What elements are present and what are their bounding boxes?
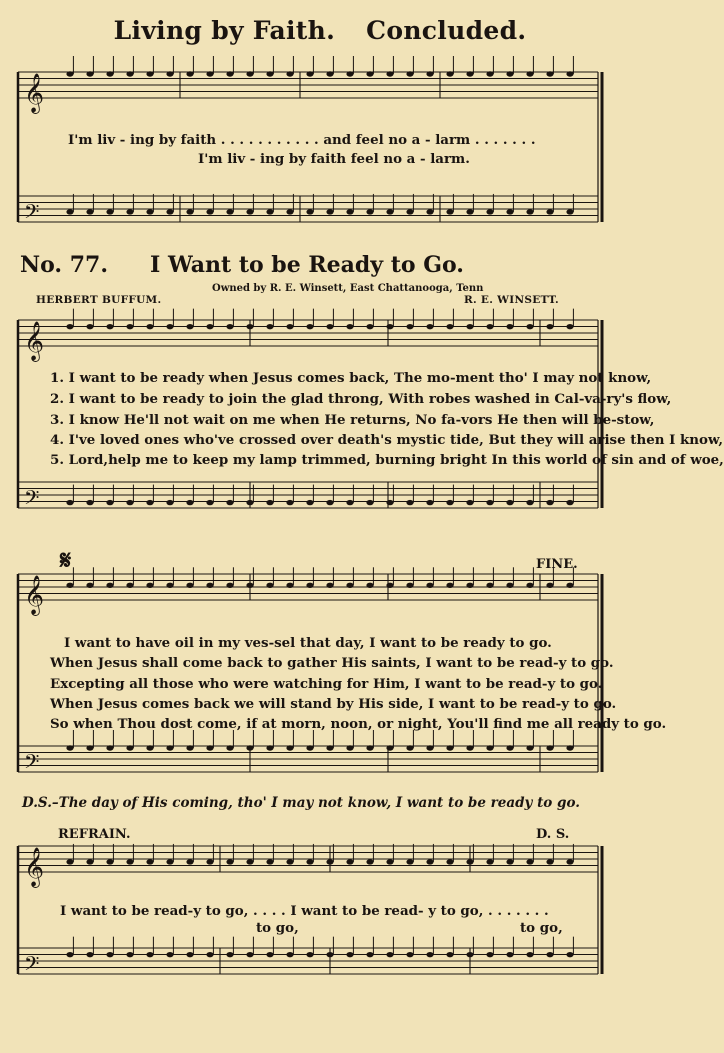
fine-mark: FINE. xyxy=(536,557,578,572)
note-head xyxy=(366,500,373,505)
note-head xyxy=(66,859,73,864)
note-head xyxy=(306,500,313,505)
note-head xyxy=(106,71,113,76)
note-head xyxy=(166,324,173,329)
note-head xyxy=(106,952,113,957)
note-head xyxy=(506,324,513,329)
note-head xyxy=(526,324,533,329)
note-head xyxy=(306,583,313,588)
note-head xyxy=(266,952,273,957)
note-head xyxy=(346,583,353,588)
note-head xyxy=(546,500,553,505)
note-head xyxy=(566,209,573,214)
header-title: Living by Faith. xyxy=(113,16,336,45)
note-head xyxy=(406,952,413,957)
note-head xyxy=(546,859,553,864)
note-head xyxy=(406,859,413,864)
note-head xyxy=(66,500,73,505)
note-head xyxy=(386,952,393,957)
bass-clef-icon: 𝄢 xyxy=(24,952,40,980)
note-head xyxy=(266,859,273,864)
note-head xyxy=(226,209,233,214)
treble-clef-icon: 𝄞 xyxy=(24,847,45,887)
verse-ending-4: When Jesus comes back we will stand by His side, I want to be read-y to go. xyxy=(50,696,617,712)
note-head xyxy=(66,952,73,957)
verse-4: 4. I've loved ones who've crossed over death's mystic tide, But they will arise then I know, xyxy=(50,432,724,448)
ds-instruction: D.S.–The day of His coming, tho' I may not know, I want to be ready to go. xyxy=(22,795,580,811)
note-head xyxy=(66,324,73,329)
note-head xyxy=(526,745,533,750)
note-head xyxy=(406,745,413,750)
note-head xyxy=(426,952,433,957)
note-head xyxy=(206,500,213,505)
note-head xyxy=(286,500,293,505)
note-head xyxy=(326,859,333,864)
owner-credit: Owned by R. E. Winsett, East Chattanooga, Tenn xyxy=(212,283,484,294)
note-head xyxy=(186,745,193,750)
note-head xyxy=(366,71,373,76)
note-head xyxy=(286,583,293,588)
note-head xyxy=(326,209,333,214)
note-head xyxy=(466,71,473,76)
note-head xyxy=(266,745,273,750)
note-head xyxy=(506,500,513,505)
note-head xyxy=(66,71,73,76)
note-head xyxy=(246,859,253,864)
note-head xyxy=(546,71,553,76)
note-head xyxy=(346,500,353,505)
note-head xyxy=(386,500,393,505)
note-head xyxy=(426,500,433,505)
note-head xyxy=(146,859,153,864)
note-head xyxy=(566,952,573,957)
note-head xyxy=(446,583,453,588)
note-head xyxy=(306,324,313,329)
note-head xyxy=(406,209,413,214)
note-head xyxy=(206,952,213,957)
treble-clef-icon: 𝄞 xyxy=(24,575,45,615)
note-head xyxy=(126,209,133,214)
note-head xyxy=(446,859,453,864)
note-head xyxy=(286,209,293,214)
note-head xyxy=(486,745,493,750)
note-head xyxy=(466,952,473,957)
bass-clef-icon: 𝄢 xyxy=(24,750,40,778)
note-head xyxy=(246,209,253,214)
note-head xyxy=(426,324,433,329)
system1-lyric-lower: I'm liv - ing by faith feel no a - larm. xyxy=(198,151,470,167)
segno-sign: 𝄋 xyxy=(60,546,72,576)
note-head xyxy=(286,952,293,957)
note-head xyxy=(366,952,373,957)
note-head xyxy=(66,745,73,750)
note-head xyxy=(86,952,93,957)
note-head xyxy=(386,859,393,864)
note-head xyxy=(306,71,313,76)
note-head xyxy=(166,859,173,864)
note-head xyxy=(266,500,273,505)
note-head xyxy=(226,324,233,329)
note-head xyxy=(106,583,113,588)
note-head xyxy=(246,71,253,76)
note-head xyxy=(106,209,113,214)
note-head xyxy=(106,745,113,750)
note-head xyxy=(166,952,173,957)
note-head xyxy=(106,324,113,329)
note-head xyxy=(566,745,573,750)
note-head xyxy=(486,583,493,588)
note-head xyxy=(86,583,93,588)
note-head xyxy=(386,71,393,76)
note-head xyxy=(166,745,173,750)
note-head xyxy=(286,859,293,864)
note-head xyxy=(346,209,353,214)
note-head xyxy=(66,209,73,214)
note-head xyxy=(526,583,533,588)
note-head xyxy=(246,583,253,588)
treble-clef-icon: 𝄞 xyxy=(24,321,45,361)
note-head xyxy=(306,209,313,214)
note-head xyxy=(426,859,433,864)
note-head xyxy=(246,324,253,329)
note-head xyxy=(126,324,133,329)
note-head xyxy=(486,500,493,505)
note-head xyxy=(526,859,533,864)
note-head xyxy=(186,500,193,505)
hymn-number: No. 77. xyxy=(20,252,108,278)
note-head xyxy=(206,324,213,329)
note-head xyxy=(446,209,453,214)
note-head xyxy=(186,71,193,76)
note-head xyxy=(406,324,413,329)
note-head xyxy=(206,859,213,864)
note-head xyxy=(146,500,153,505)
note-head xyxy=(86,209,93,214)
note-head xyxy=(386,583,393,588)
note-head xyxy=(166,583,173,588)
note-head xyxy=(386,209,393,214)
note-head xyxy=(86,324,93,329)
note-head xyxy=(146,324,153,329)
note-head xyxy=(226,745,233,750)
note-head xyxy=(166,500,173,505)
note-head xyxy=(426,583,433,588)
composer-credit: R. E. WINSETT. xyxy=(464,294,559,306)
note-head xyxy=(466,324,473,329)
note-head xyxy=(546,745,553,750)
note-head xyxy=(506,745,513,750)
note-head xyxy=(466,500,473,505)
note-head xyxy=(226,583,233,588)
note-head xyxy=(506,859,513,864)
note-head xyxy=(226,859,233,864)
note-head xyxy=(566,324,573,329)
refrain-label: REFRAIN. xyxy=(58,827,131,842)
note-head xyxy=(86,745,93,750)
note-head xyxy=(246,745,253,750)
verse-ending-5: So when Thou dost come, if at morn, noon, or night, You'll find me all ready to go. xyxy=(50,716,667,732)
note-head xyxy=(466,583,473,588)
note-head xyxy=(326,745,333,750)
note-head xyxy=(206,583,213,588)
note-head xyxy=(186,859,193,864)
note-head xyxy=(566,583,573,588)
note-head xyxy=(366,859,373,864)
note-head xyxy=(446,745,453,750)
note-head xyxy=(106,500,113,505)
note-head xyxy=(486,952,493,957)
note-head xyxy=(346,952,353,957)
note-head xyxy=(126,71,133,76)
note-head xyxy=(366,209,373,214)
note-head xyxy=(226,71,233,76)
note-head xyxy=(466,859,473,864)
note-head xyxy=(446,324,453,329)
note-head xyxy=(486,324,493,329)
verse-ending-2: When Jesus shall come back to gather His saints, I want to be read-y to go. xyxy=(50,655,614,671)
note-head xyxy=(506,952,513,957)
note-head xyxy=(386,745,393,750)
note-head xyxy=(446,500,453,505)
note-head xyxy=(346,745,353,750)
note-head xyxy=(346,324,353,329)
note-head xyxy=(526,500,533,505)
note-head xyxy=(66,583,73,588)
note-head xyxy=(186,324,193,329)
note-head xyxy=(406,500,413,505)
note-head xyxy=(146,952,153,957)
verse-5: 5. Lord,help me to keep my lamp trimmed, burning bright In this world of sin and of woe, xyxy=(50,452,724,468)
ds-mark: D. S. xyxy=(536,827,570,842)
note-head xyxy=(466,745,473,750)
bass-clef-icon: 𝄢 xyxy=(24,486,40,514)
note-head xyxy=(466,209,473,214)
note-head xyxy=(346,71,353,76)
note-head xyxy=(266,324,273,329)
note-head xyxy=(206,71,213,76)
note-head xyxy=(206,745,213,750)
note-head xyxy=(526,71,533,76)
note-head xyxy=(266,209,273,214)
note-head xyxy=(546,324,553,329)
note-head xyxy=(306,859,313,864)
note-head xyxy=(326,324,333,329)
note-head xyxy=(106,859,113,864)
note-head xyxy=(146,745,153,750)
note-head xyxy=(486,209,493,214)
note-head xyxy=(506,209,513,214)
note-head xyxy=(406,583,413,588)
note-head xyxy=(426,745,433,750)
hymn-title: I Want to be Ready to Go. xyxy=(150,252,464,278)
note-head xyxy=(366,745,373,750)
note-head xyxy=(446,952,453,957)
note-head xyxy=(166,209,173,214)
note-head xyxy=(266,71,273,76)
note-head xyxy=(246,952,253,957)
note-head xyxy=(486,71,493,76)
note-head xyxy=(226,952,233,957)
note-head xyxy=(146,583,153,588)
note-head xyxy=(306,745,313,750)
header-subtitle: Concluded. xyxy=(366,16,527,45)
note-head xyxy=(226,500,233,505)
note-head xyxy=(346,859,353,864)
note-head xyxy=(526,952,533,957)
note-head xyxy=(286,324,293,329)
note-head xyxy=(186,209,193,214)
note-head xyxy=(146,71,153,76)
note-head xyxy=(126,500,133,505)
note-head xyxy=(126,583,133,588)
note-head xyxy=(186,583,193,588)
note-head xyxy=(566,500,573,505)
verse-2: 2. I want to be ready to join the glad throng, With robes washed in Cal-va-ry's flow, xyxy=(50,391,672,407)
note-head xyxy=(266,583,273,588)
note-head xyxy=(86,859,93,864)
system1-lyric-upper: I'm liv - ing by faith . . . . . . . . . . . and feel no a - larm . . . . . . . xyxy=(68,132,536,148)
note-head xyxy=(126,859,133,864)
note-head xyxy=(546,583,553,588)
note-head xyxy=(526,209,533,214)
note-head xyxy=(286,745,293,750)
note-head xyxy=(126,952,133,957)
verse-3: 3. I know He'll not wait on me when He returns, No fa-vors He then will be-stow, xyxy=(50,412,655,428)
note-head xyxy=(546,952,553,957)
refrain-lyric-upper: I want to be read-y to go, . . . . I want to be read- y to go, . . . . . . . xyxy=(60,903,549,919)
verse-1: 1. I want to be ready when Jesus comes back, The mo-ment tho' I may not know, xyxy=(50,370,652,386)
treble-clef-icon: 𝄞 xyxy=(24,73,45,113)
note-head xyxy=(486,859,493,864)
refrain-lyric-lower-1: to go, xyxy=(256,920,299,936)
note-head xyxy=(326,71,333,76)
bass-clef-icon: 𝄢 xyxy=(24,200,40,228)
note-head xyxy=(566,71,573,76)
note-head xyxy=(426,71,433,76)
note-head xyxy=(326,500,333,505)
note-head xyxy=(426,209,433,214)
verse-ending-3: Excepting all those who were watching for Him, I want to be read-y to go. xyxy=(50,676,603,692)
verse-ending-1: I want to have oil in my ves-sel that day, I want to be ready to go. xyxy=(64,635,552,651)
note-head xyxy=(126,745,133,750)
note-head xyxy=(446,71,453,76)
note-head xyxy=(186,952,193,957)
note-head xyxy=(326,583,333,588)
note-head xyxy=(86,500,93,505)
note-head xyxy=(306,952,313,957)
note-head xyxy=(566,859,573,864)
note-head xyxy=(286,71,293,76)
refrain-lyric-lower-2: to go, xyxy=(520,920,563,936)
note-head xyxy=(146,209,153,214)
note-head xyxy=(86,71,93,76)
note-head xyxy=(546,209,553,214)
note-head xyxy=(206,209,213,214)
lyricist-credit: HERBERT BUFFUM. xyxy=(36,294,162,306)
note-head xyxy=(406,71,413,76)
note-head xyxy=(166,71,173,76)
note-head xyxy=(386,324,393,329)
note-head xyxy=(326,952,333,957)
note-head xyxy=(366,583,373,588)
note-head xyxy=(506,71,513,76)
note-head xyxy=(246,500,253,505)
note-head xyxy=(506,583,513,588)
note-head xyxy=(366,324,373,329)
